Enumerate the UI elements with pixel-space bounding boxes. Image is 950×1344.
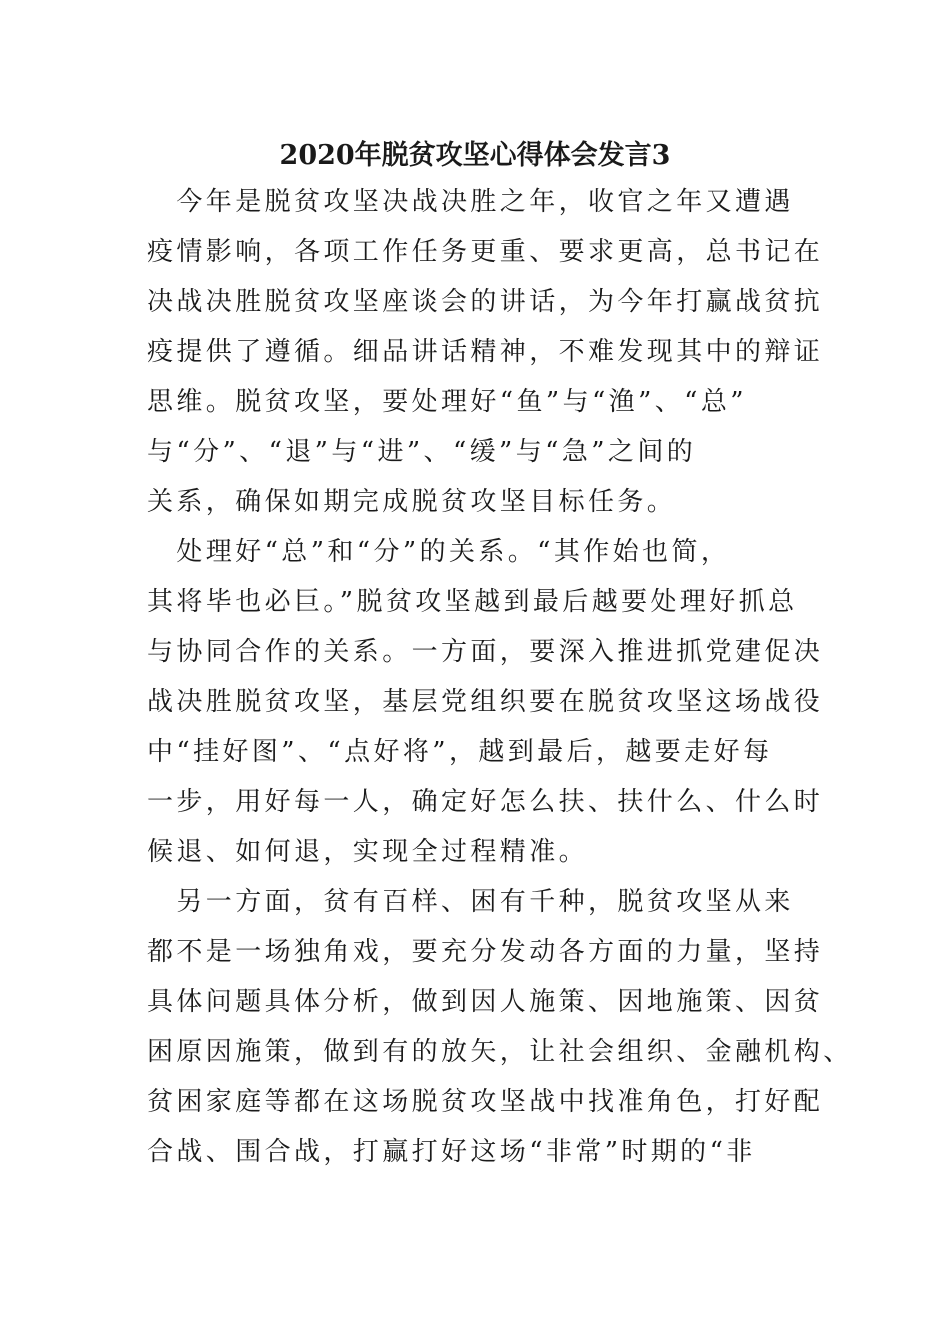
- paragraph-line: 与“分”、“退”与“进”、“缓”与“急”之间的: [147, 437, 697, 467]
- paragraph-line: 其将毕也必巨。”脱贫攻坚越到最后越要处理好抓总: [147, 587, 798, 617]
- paragraph-line: 疫提供了遵循。细品讲话精神，不难发现其中的辩证: [147, 337, 824, 367]
- paragraph-line: 关系，确保如期完成脱贫攻坚目标任务。: [147, 487, 677, 517]
- document-title: 2020年脱贫攻坚心得体会发言3: [279, 140, 671, 171]
- paragraph-line: 中“挂好图”、“点好将”，越到最后，越要走好每: [147, 737, 773, 767]
- paragraph-line: 战决胜脱贫攻坚，基层党组织要在脱贫攻坚这场战役: [147, 687, 824, 717]
- paragraph-line: 决战决胜脱贫攻坚座谈会的讲话，为今年打赢战贫抗: [147, 287, 824, 317]
- paragraph-line: 困原因施策，做到有的放矢，让社会组织、金融机构、: [147, 1037, 853, 1067]
- paragraph-line: 合战、围合战，打赢打好这场“非常”时期的“非: [147, 1137, 756, 1167]
- paragraph-line: 具体问题具体分析，做到因人施策、因地施策、因贫: [147, 987, 824, 1017]
- paragraph-line: 贫困家庭等都在这场脱贫攻坚战中找准角色，打好配: [147, 1087, 824, 1117]
- paragraph-line: 疫情影响，各项工作任务更重、要求更高，总书记在: [147, 237, 824, 267]
- paragraph-line: 处理好“总”和“分”的关系。“其作始也简，: [147, 537, 731, 567]
- paragraph-line: 另一方面，贫有百样、困有千种，脱贫攻坚从来: [147, 887, 794, 917]
- paragraph-line: 思维。脱贫攻坚，要处理好“鱼”与“渔”、“总”: [147, 387, 747, 417]
- paragraph-line: 今年是脱贫攻坚决战决胜之年，收官之年又遭遇: [147, 187, 794, 217]
- paragraph-line: 与协同合作的关系。一方面，要深入推进抓党建促决: [147, 637, 824, 667]
- paragraph-line: 候退、如何退，实现全过程精准。: [147, 837, 589, 867]
- paragraph-line: 一步，用好每一人，确定好怎么扶、扶什么、什么时: [147, 787, 824, 817]
- paragraph-line: 都不是一场独角戏，要充分发动各方面的力量，坚持: [147, 937, 824, 967]
